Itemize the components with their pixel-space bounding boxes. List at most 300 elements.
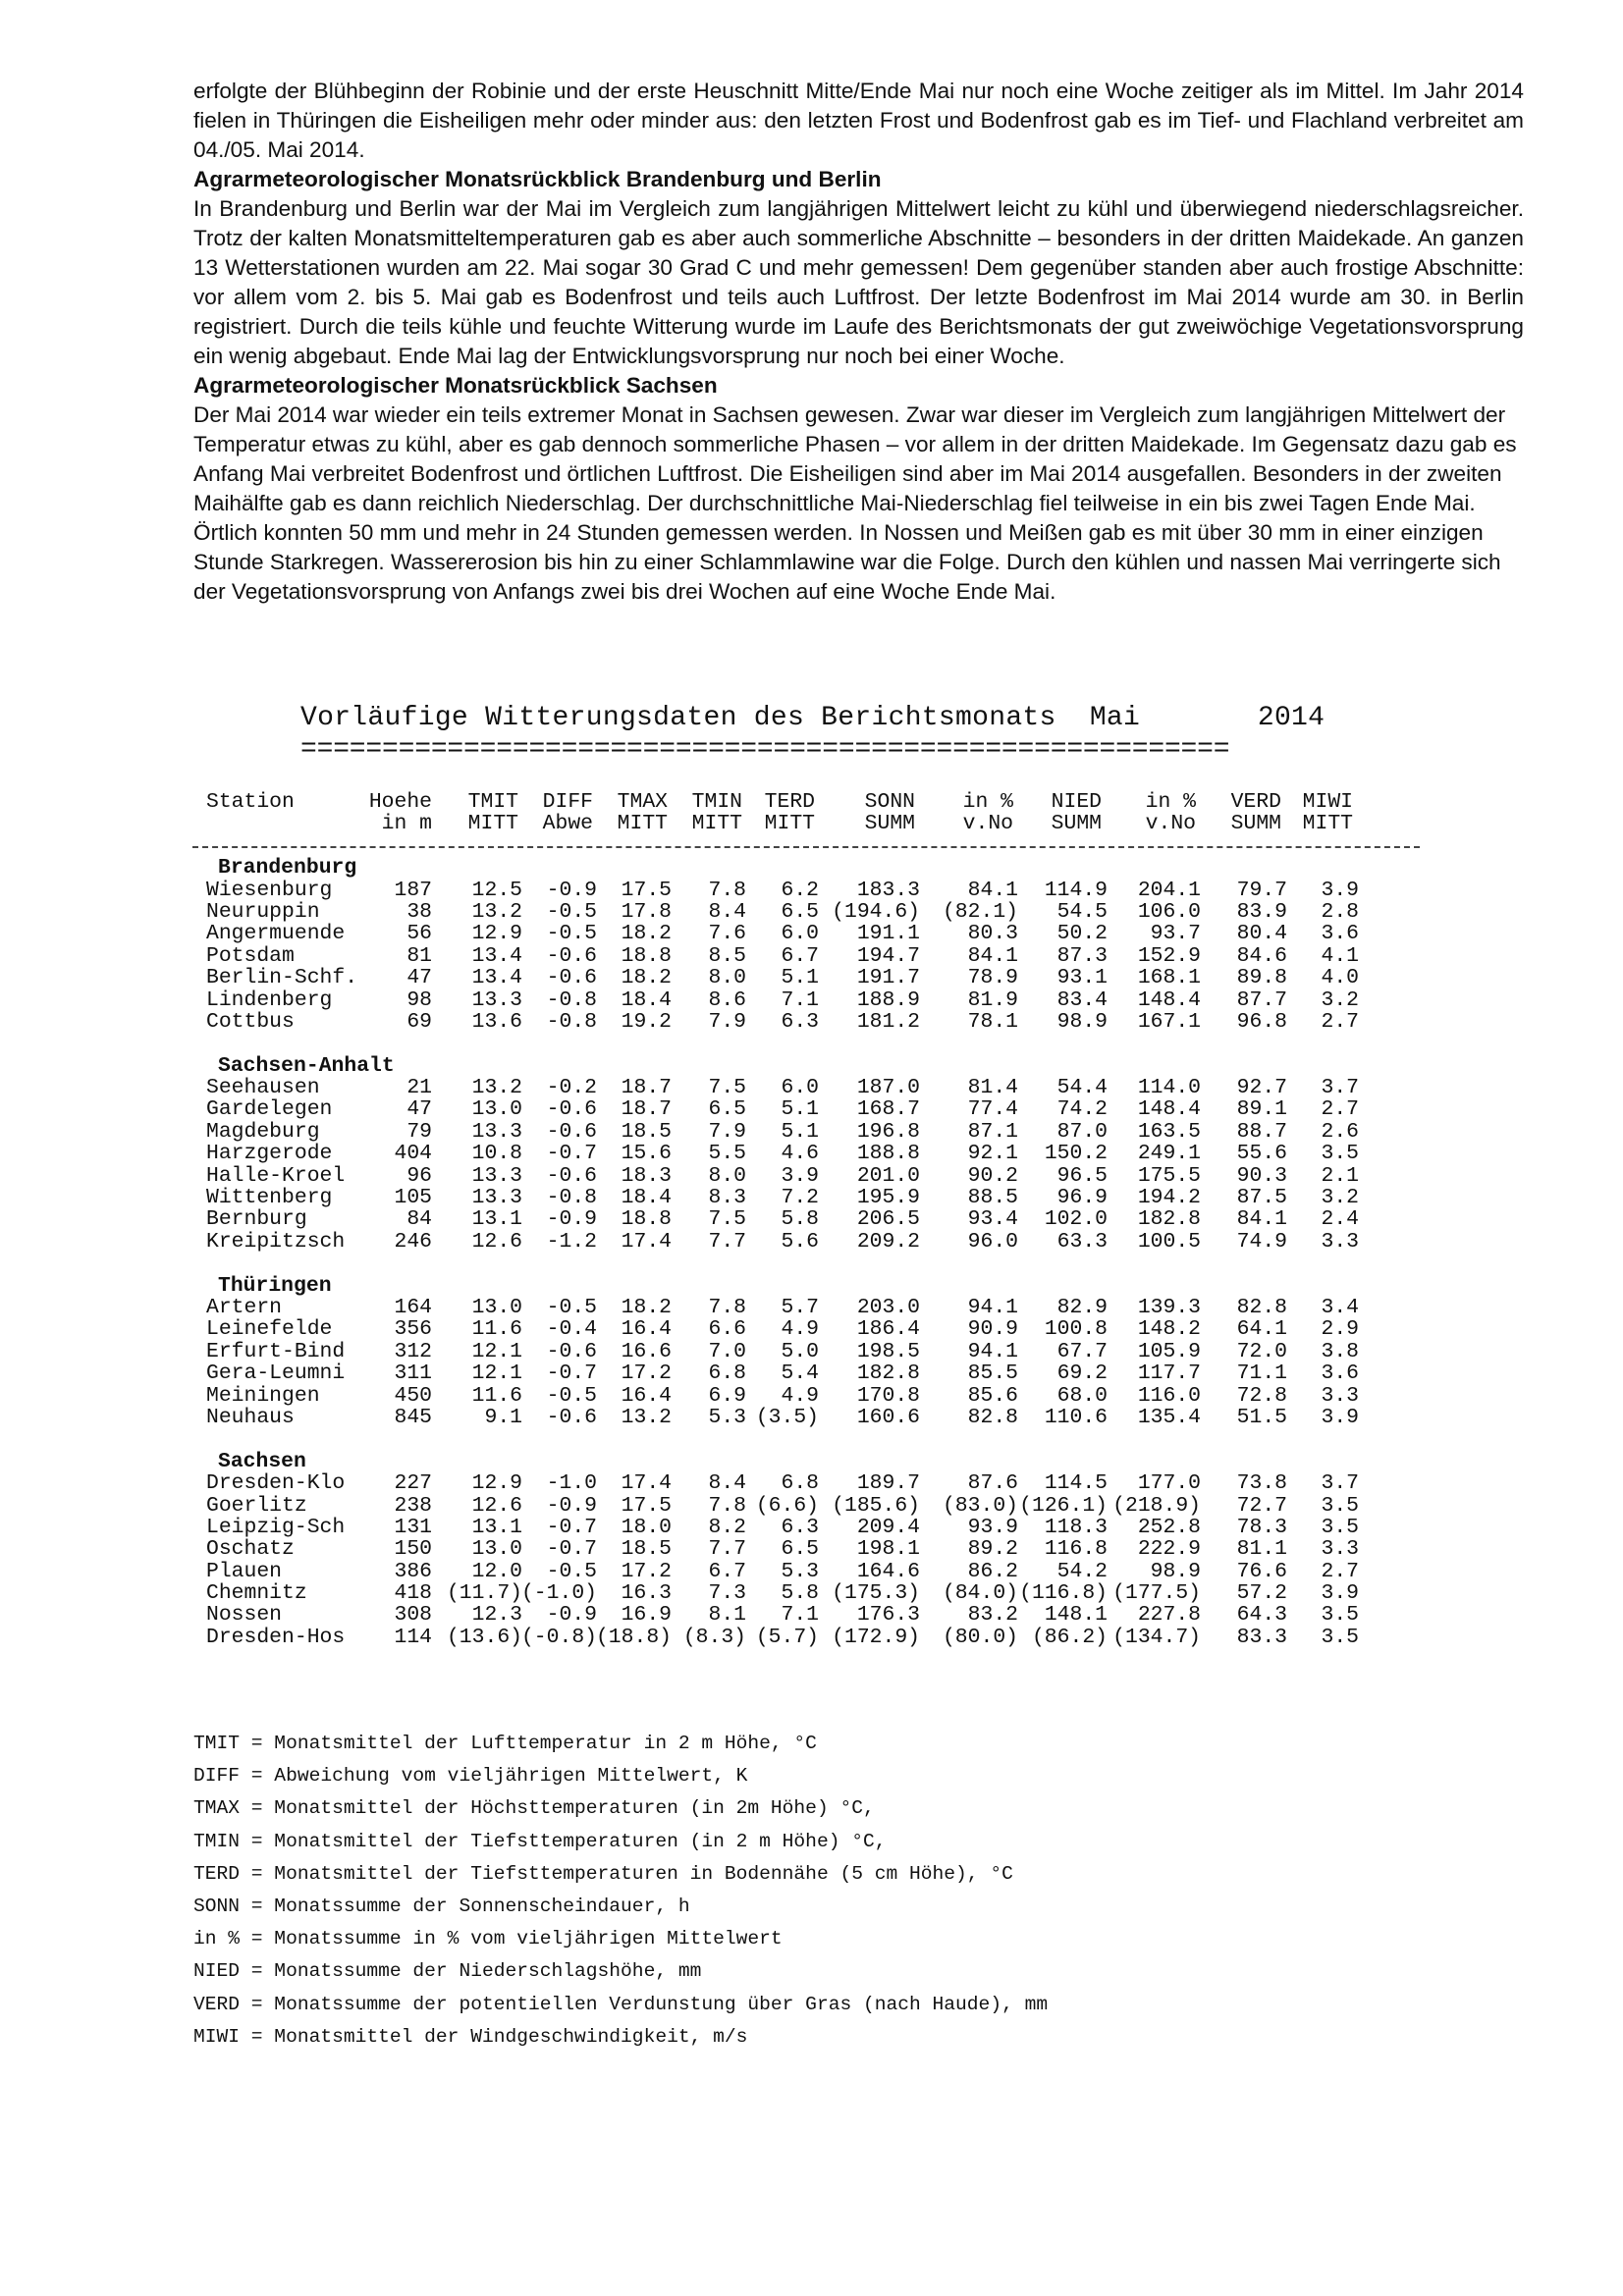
- value-cell: (126.1): [1019, 1493, 1108, 1518]
- value-cell: 252.8: [1137, 1515, 1201, 1539]
- value-cell: 89.2: [967, 1537, 1018, 1562]
- value-cell: 404: [394, 1142, 432, 1166]
- value-cell: 4.6: [781, 1142, 819, 1166]
- value-cell: 8.0: [708, 966, 746, 990]
- value-cell: SUMM: [1051, 812, 1102, 836]
- value-cell: 12.1: [471, 1362, 522, 1386]
- value-cell: 139.3: [1137, 1295, 1201, 1319]
- value-cell: 5.8: [781, 1207, 819, 1232]
- value-cell: 7.7: [708, 1229, 746, 1254]
- value-cell: 12.9: [471, 922, 522, 946]
- value-cell: 186.4: [856, 1317, 920, 1342]
- value-cell: 3.9: [1321, 1581, 1359, 1606]
- value-cell: 8.0: [708, 1163, 746, 1188]
- value-cell: 450: [394, 1383, 432, 1408]
- value-cell: (83.0): [942, 1493, 1018, 1518]
- value-cell: 84.1: [967, 878, 1018, 902]
- value-cell: 86.2: [967, 1559, 1018, 1583]
- value-cell: 38: [406, 899, 432, 924]
- value-cell: Hoehe: [368, 790, 432, 814]
- value-cell: 54.5: [1056, 899, 1108, 924]
- value-cell: 150: [394, 1537, 432, 1562]
- value-cell: 102.0: [1044, 1207, 1108, 1232]
- value-cell: 11.6: [471, 1317, 522, 1342]
- value-cell: 204.1: [1137, 878, 1201, 902]
- value-cell: 50.2: [1056, 922, 1108, 946]
- value-cell: 13.3: [471, 1119, 522, 1144]
- value-cell: TERD: [764, 790, 815, 814]
- paragraph-thueringen-end: erfolgte der Blühbeginn der Robinie und der erste Heuschnitt Mitte/Ende Mai nur noch eine Woche zeitiger als im Mittel. Im Jahr 2014 fielen in Thüringen die Eisheiligen mehr oder minder aus: den letzten Frost und Bodenfrost gab es im Tief- und Flachland verbreitet am 04./05. Mai 2014.: [193, 79, 1524, 162]
- value-cell: 191.1: [856, 922, 920, 946]
- value-cell: 12.3: [471, 1603, 522, 1628]
- value-cell: 13.3: [471, 1186, 522, 1210]
- value-cell: -0.7: [546, 1515, 597, 1539]
- value-cell: -0.6: [546, 1339, 597, 1363]
- value-cell: 163.5: [1137, 1119, 1201, 1144]
- value-cell: 84.1: [1236, 1207, 1287, 1232]
- value-cell: 3.5: [1321, 1142, 1359, 1166]
- value-cell: 68.0: [1056, 1383, 1108, 1408]
- value-cell: (84.0): [942, 1581, 1018, 1606]
- value-cell: 3.8: [1321, 1339, 1359, 1363]
- value-cell: (3.5): [755, 1405, 819, 1429]
- value-cell: 175.5: [1137, 1163, 1201, 1188]
- value-cell: 80.4: [1236, 922, 1287, 946]
- value-cell: 13.0: [471, 1295, 522, 1319]
- value-cell: 7.9: [708, 1009, 746, 1034]
- value-cell: 152.9: [1137, 943, 1201, 968]
- value-cell: 5.1: [781, 1097, 819, 1122]
- value-cell: 84.6: [1236, 943, 1287, 968]
- value-cell: 72.0: [1236, 1339, 1287, 1363]
- value-cell: 18.5: [621, 1119, 672, 1144]
- value-cell: 203.0: [856, 1295, 920, 1319]
- value-cell: 47: [406, 966, 432, 990]
- value-cell: 2.4: [1321, 1207, 1359, 1232]
- value-cell: 176.3: [856, 1603, 920, 1628]
- value-cell: 18.2: [621, 966, 672, 990]
- value-cell: 12.6: [471, 1229, 522, 1254]
- value-cell: 87.6: [967, 1471, 1018, 1496]
- value-cell: 5.4: [781, 1362, 819, 1386]
- value-cell: 356: [394, 1317, 432, 1342]
- value-cell: -0.5: [546, 922, 597, 946]
- value-cell: 187.0: [856, 1076, 920, 1100]
- value-cell: 311: [394, 1362, 432, 1386]
- value-cell: 8.3: [708, 1186, 746, 1210]
- station-cell: Artern: [206, 1295, 283, 1319]
- value-cell: SUMM: [864, 812, 915, 836]
- value-cell: 98.9: [1150, 1559, 1201, 1583]
- value-cell: 18.2: [621, 1295, 672, 1319]
- value-cell: 55.6: [1236, 1142, 1287, 1166]
- station-cell: Chemnitz: [206, 1581, 307, 1606]
- value-cell: 12.6: [471, 1493, 522, 1518]
- value-cell: 6.7: [708, 1559, 746, 1583]
- value-cell: 13.3: [471, 988, 522, 1012]
- value-cell: 6.2: [781, 878, 819, 902]
- value-cell: 54.2: [1056, 1559, 1108, 1583]
- value-cell: -0.8: [546, 988, 597, 1012]
- value-cell: 13.0: [471, 1097, 522, 1122]
- value-cell: 13.0: [471, 1537, 522, 1562]
- value-cell: 7.9: [708, 1119, 746, 1144]
- value-cell: 87.5: [1236, 1186, 1287, 1210]
- station-cell: Berlin-Schf.: [206, 966, 358, 990]
- value-cell: 18.4: [621, 988, 672, 1012]
- value-cell: 77.4: [967, 1097, 1018, 1122]
- value-cell: 83.3: [1236, 1625, 1287, 1649]
- value-cell: 114.0: [1137, 1076, 1201, 1100]
- value-cell: 845: [394, 1405, 432, 1429]
- value-cell: 93.4: [967, 1207, 1018, 1232]
- value-cell: 6.0: [781, 922, 819, 946]
- value-cell: 3.5: [1321, 1625, 1359, 1649]
- value-cell: 87.1: [967, 1119, 1018, 1144]
- value-cell: 181.2: [856, 1009, 920, 1034]
- value-cell: 54.4: [1056, 1076, 1108, 1100]
- value-cell: 168.7: [856, 1097, 920, 1122]
- value-cell: 116.8: [1044, 1537, 1108, 1562]
- value-cell: 94.1: [967, 1295, 1018, 1319]
- value-cell: -0.9: [546, 878, 597, 902]
- value-cell: 17.8: [621, 899, 672, 924]
- value-cell: 182.8: [1137, 1207, 1201, 1232]
- value-cell: 17.4: [621, 1471, 672, 1496]
- value-cell: 81.1: [1236, 1537, 1287, 1562]
- value-cell: 7.8: [708, 1295, 746, 1319]
- station-cell: Goerlitz: [206, 1493, 307, 1518]
- station-cell: Harzgerode: [206, 1142, 333, 1166]
- station-cell: Wiesenburg: [206, 878, 333, 902]
- value-cell: 7.7: [708, 1537, 746, 1562]
- value-cell: 94.1: [967, 1339, 1018, 1363]
- station-cell: Angermuende: [206, 922, 346, 946]
- value-cell: 88.7: [1236, 1119, 1287, 1144]
- value-cell: 81.9: [967, 988, 1018, 1012]
- value-cell: (18.8): [595, 1625, 672, 1649]
- value-cell: 105: [394, 1186, 432, 1210]
- value-cell: 148.1: [1044, 1603, 1108, 1628]
- value-cell: 4.9: [781, 1317, 819, 1342]
- value-cell: 100.5: [1137, 1229, 1201, 1254]
- value-cell: 6.3: [781, 1515, 819, 1539]
- value-cell: in m: [381, 812, 432, 836]
- value-cell: (177.5): [1112, 1581, 1201, 1606]
- value-cell: 7.8: [708, 1493, 746, 1518]
- value-cell: 13.6: [471, 1009, 522, 1034]
- value-cell: -0.6: [546, 1405, 597, 1429]
- value-cell: 201.0: [856, 1163, 920, 1188]
- value-cell: 5.1: [781, 1119, 819, 1144]
- value-cell: 164: [394, 1295, 432, 1319]
- value-cell: 2.9: [1321, 1317, 1359, 1342]
- value-cell: 3.9: [781, 1163, 819, 1188]
- value-cell: 7.0: [708, 1339, 746, 1363]
- value-cell: 5.7: [781, 1295, 819, 1319]
- paragraph-brandenburg-berlin: In Brandenburg und Berlin war der Mai im Vergleich zum langjährigen Mittelwert leicht zu kühl und überwiegend niederschlagsreicher. Trotz der kalten Monatsmitteltemperaturen gab es aber auch sommerliche Abschnitte – besonders in der dritten Maidekade. An ganzen 13 Wetterstationen wurden am 22. Mai sogar 30 Grad C und mehr gemessen! Dem gegenüber standen aber auch frostige Abschnitte: vor allem vom 2. bis 5. Mai gab es Bodenfrost und teils auch Luftfrost. Der letzte Bodenfrost im Mai 2014 wurde am 30. in Berlin registriert. Durch die teils kühle und feuchte Witterung wurde im Laufe des Berichtsmonats der gut zweiwöchige Vegetationsvorsprung ein wenig abgebaut. Ende Mai lag der Entwicklungsvorsprung nur noch bei einer Woche.: [193, 196, 1524, 368]
- value-cell: 13.2: [471, 899, 522, 924]
- value-cell: -0.2: [546, 1076, 597, 1100]
- value-cell: 74.2: [1056, 1097, 1108, 1122]
- value-cell: 114.5: [1044, 1471, 1108, 1496]
- value-cell: 13.4: [471, 966, 522, 990]
- value-cell: 18.3: [621, 1163, 672, 1188]
- value-cell: 69: [406, 1009, 432, 1034]
- value-cell: SUMM: [1230, 812, 1281, 836]
- value-cell: 3.6: [1321, 922, 1359, 946]
- region-name: Brandenburg: [218, 856, 357, 881]
- value-cell: 6.7: [781, 943, 819, 968]
- value-cell: -0.6: [546, 1119, 597, 1144]
- value-cell: 51.5: [1236, 1405, 1287, 1429]
- value-cell: 150.2: [1044, 1142, 1108, 1166]
- value-cell: in %: [1145, 790, 1196, 814]
- value-cell: 110.6: [1044, 1405, 1108, 1429]
- value-cell: 18.8: [621, 1207, 672, 1232]
- value-cell: in %: [962, 790, 1013, 814]
- value-cell: 19.2: [621, 1009, 672, 1034]
- value-cell: -0.9: [546, 1493, 597, 1518]
- value-cell: 170.8: [856, 1383, 920, 1408]
- value-cell: 3.3: [1321, 1383, 1359, 1408]
- table-title: Vorläufige Witterungsdaten des Berichtsmonats Mai 2014: [300, 703, 1325, 733]
- value-cell: 16.4: [621, 1317, 672, 1342]
- value-cell: 64.3: [1236, 1603, 1287, 1628]
- value-cell: MITT: [467, 812, 518, 836]
- region-name: Sachsen-Anhalt: [218, 1053, 395, 1078]
- value-cell: 8.4: [708, 899, 746, 924]
- value-cell: 78.1: [967, 1009, 1018, 1034]
- report-text: [193, 77, 1524, 607]
- value-cell: 63.3: [1056, 1229, 1108, 1254]
- value-cell: 17.5: [621, 1493, 672, 1518]
- value-cell: 195.9: [856, 1186, 920, 1210]
- legend-line: NIED = Monatssumme der Niederschlagshöhe, mm: [193, 1960, 702, 1983]
- value-cell: -0.4: [546, 1317, 597, 1342]
- value-cell: 2.1: [1321, 1163, 1359, 1188]
- value-cell: 87.3: [1056, 943, 1108, 968]
- value-cell: 81.4: [967, 1076, 1018, 1100]
- value-cell: 93.9: [967, 1515, 1018, 1539]
- value-cell: 13.2: [471, 1076, 522, 1100]
- value-cell: 198.5: [856, 1339, 920, 1363]
- value-cell: 6.5: [781, 1537, 819, 1562]
- legend-line: TERD = Monatsmittel der Tiefsttemperaturen in Bodennähe (5 cm Höhe), °C: [193, 1862, 1013, 1885]
- value-cell: 209.2: [856, 1229, 920, 1254]
- value-cell: 188.8: [856, 1142, 920, 1166]
- value-cell: 3.5: [1321, 1603, 1359, 1628]
- value-cell: 9.1: [484, 1405, 522, 1429]
- value-cell: 18.0: [621, 1515, 672, 1539]
- value-cell: -0.6: [546, 1163, 597, 1188]
- value-cell: 2.6: [1321, 1119, 1359, 1144]
- legend-line: DIFF = Abweichung vom vieljährigen Mittelwert, K: [193, 1765, 748, 1788]
- value-cell: 89.8: [1236, 966, 1287, 990]
- value-cell: 12.0: [471, 1559, 522, 1583]
- value-cell: 18.5: [621, 1537, 672, 1562]
- station-cell: Nossen: [206, 1603, 283, 1628]
- value-cell: 96.9: [1056, 1186, 1108, 1210]
- value-cell: 7.8: [708, 878, 746, 902]
- value-cell: 79: [406, 1119, 432, 1144]
- value-cell: 83.9: [1236, 899, 1287, 924]
- value-cell: 194.2: [1137, 1186, 1201, 1210]
- value-cell: 4.9: [781, 1383, 819, 1408]
- value-cell: 17.4: [621, 1229, 672, 1254]
- value-cell: 13.4: [471, 943, 522, 968]
- value-cell: 87.0: [1056, 1119, 1108, 1144]
- station-cell: Dresden-Hos: [206, 1625, 346, 1649]
- value-cell: 8.6: [708, 988, 746, 1012]
- value-cell: -0.9: [546, 1603, 597, 1628]
- value-cell: 167.1: [1137, 1009, 1201, 1034]
- value-cell: 90.9: [967, 1317, 1018, 1342]
- value-cell: 72.8: [1236, 1383, 1287, 1408]
- station-cell: Dresden-Klo: [206, 1471, 346, 1496]
- value-cell: 3.2: [1321, 988, 1359, 1012]
- value-cell: SONN: [864, 790, 915, 814]
- legend-line: TMIN = Monatsmittel der Tiefsttemperaturen (in 2 m Höhe) °C,: [193, 1830, 887, 1852]
- value-cell: 98: [406, 988, 432, 1012]
- value-cell: 18.7: [621, 1076, 672, 1100]
- value-cell: 11.6: [471, 1383, 522, 1408]
- value-cell: 148.4: [1137, 988, 1201, 1012]
- value-cell: 16.6: [621, 1339, 672, 1363]
- value-cell: 308: [394, 1603, 432, 1628]
- station-cell: Lindenberg: [206, 988, 333, 1012]
- value-cell: Abwe: [542, 812, 593, 836]
- value-cell: 7.1: [781, 988, 819, 1012]
- value-cell: 189.7: [856, 1471, 920, 1496]
- value-cell: 116.0: [1137, 1383, 1201, 1408]
- value-cell: 114.9: [1044, 878, 1108, 902]
- station-cell: Gardelegen: [206, 1097, 333, 1122]
- value-cell: 187: [394, 878, 432, 902]
- value-cell: 18.7: [621, 1097, 672, 1122]
- value-cell: 5.5: [708, 1142, 746, 1166]
- station-cell: Oschatz: [206, 1537, 295, 1562]
- value-cell: 98.9: [1056, 1009, 1108, 1034]
- abbreviation-legend: [193, 1728, 1048, 2054]
- value-cell: -1.2: [546, 1229, 597, 1254]
- value-cell: 227: [394, 1471, 432, 1496]
- value-cell: 72.7: [1236, 1493, 1287, 1518]
- value-cell: 160.6: [856, 1405, 920, 1429]
- value-cell: 2.8: [1321, 899, 1359, 924]
- value-cell: 386: [394, 1559, 432, 1583]
- value-cell: 7.1: [781, 1603, 819, 1628]
- value-cell: 106.0: [1137, 899, 1201, 924]
- value-cell: 3.7: [1321, 1076, 1359, 1100]
- value-cell: 7.5: [708, 1207, 746, 1232]
- value-cell: 249.1: [1137, 1142, 1201, 1166]
- value-cell: 84: [406, 1207, 432, 1232]
- value-cell: MITT: [691, 812, 742, 836]
- value-cell: 2.7: [1321, 1097, 1359, 1122]
- value-cell: 5.3: [781, 1559, 819, 1583]
- value-cell: 6.6: [708, 1317, 746, 1342]
- value-cell: 183.3: [856, 878, 920, 902]
- value-cell: (172.9): [832, 1625, 920, 1649]
- value-cell: 3.3: [1321, 1537, 1359, 1562]
- value-cell: 83.2: [967, 1603, 1018, 1628]
- station-cell: Erfurt-Bind: [206, 1339, 346, 1363]
- value-cell: (218.9): [1112, 1493, 1201, 1518]
- value-cell: 164.6: [856, 1559, 920, 1583]
- heading-brandenburg-berlin: Agrarmeteorologischer Monatsrückblick Brandenburg und Berlin: [193, 167, 882, 191]
- value-cell: 13.3: [471, 1163, 522, 1188]
- value-cell: 96.8: [1236, 1009, 1287, 1034]
- value-cell: 78.3: [1236, 1515, 1287, 1539]
- value-cell: 2.7: [1321, 1559, 1359, 1583]
- value-cell: 89.1: [1236, 1097, 1287, 1122]
- value-cell: MITT: [617, 812, 668, 836]
- value-cell: -0.7: [546, 1362, 597, 1386]
- value-cell: (86.2): [1031, 1625, 1108, 1649]
- value-cell: 3.7: [1321, 1471, 1359, 1496]
- value-cell: 182.8: [856, 1362, 920, 1386]
- paragraph-sachsen: Der Mai 2014 war wieder ein teils extremer Monat in Sachsen gewesen. Zwar war dieser im Vergleich zum langjährigen Mittelwert der Temperatur etwas zu kühl, aber es gab dennoch sommerliche Phasen – vor allem in der dritten Maidekade. Im Gegensatz dazu gab es Anfang Mai verbreitet Bodenfrost und örtlichen Luftfrost. Die Eisheiligen sind aber im Mai 2014 ausgefallen. Besonders in der zweiten Maihälfte gab es dann reichlich Niederschlag. Der durchschnittliche Mai-Niederschlag fiel teilweise in ein bis zwei Tagen Ende Mai. Örtlich konnten 50 mm und mehr in 24 Stunden gemessen werden. In Nossen und Meißen gab es mit über 30 mm in einer einzigen Stunde Starkregen. Wassererosion bis hin zu einer Schlammlawine war die Folge. Durch den kühlen und nassen Mai verringerte sich der Vegetationsvorsprung von Anfangs zwei bis drei Wochen auf eine Woche Ende Mai.: [193, 402, 1517, 604]
- value-cell: 196.8: [856, 1119, 920, 1144]
- value-cell: -0.5: [546, 1559, 597, 1583]
- value-cell: (175.3): [832, 1581, 920, 1606]
- value-cell: 6.8: [708, 1362, 746, 1386]
- legend-line: TMAX = Monatsmittel der Höchsttemperaturen (in 2m Höhe) °C,: [193, 1797, 875, 1820]
- value-cell: (6.6): [755, 1493, 819, 1518]
- value-cell: 82.9: [1056, 1295, 1108, 1319]
- value-cell: 21: [406, 1076, 432, 1100]
- value-cell: 17.2: [621, 1362, 672, 1386]
- value-cell: v.No: [1145, 812, 1196, 836]
- value-cell: 13.1: [471, 1515, 522, 1539]
- value-cell: 117.7: [1137, 1362, 1201, 1386]
- value-cell: 5.0: [781, 1339, 819, 1363]
- value-cell: -0.5: [546, 899, 597, 924]
- value-cell: (134.7): [1112, 1625, 1201, 1649]
- station-cell: Magdeburg: [206, 1119, 320, 1144]
- value-cell: 88.5: [967, 1186, 1018, 1210]
- value-cell: 93.1: [1056, 966, 1108, 990]
- value-cell: 7.5: [708, 1076, 746, 1100]
- station-cell: Neuhaus: [206, 1405, 295, 1429]
- value-cell: 18.8: [621, 943, 672, 968]
- value-cell: 16.4: [621, 1383, 672, 1408]
- value-cell: 7.6: [708, 922, 746, 946]
- value-cell: TMIN: [691, 790, 742, 814]
- value-cell: 3.9: [1321, 878, 1359, 902]
- value-cell: MITT: [764, 812, 815, 836]
- value-cell: 12.1: [471, 1339, 522, 1363]
- value-cell: 12.9: [471, 1471, 522, 1496]
- station-cell: Wittenberg: [206, 1186, 333, 1210]
- value-cell: (194.6): [832, 899, 920, 924]
- value-cell: 69.2: [1056, 1362, 1108, 1386]
- value-cell: 3.4: [1321, 1295, 1359, 1319]
- station-cell: Cottbus: [206, 1009, 295, 1034]
- value-cell: -0.6: [546, 1097, 597, 1122]
- value-cell: 8.1: [708, 1603, 746, 1628]
- station-cell: Neuruppin: [206, 899, 320, 924]
- station-cell: Kreipitzsch: [206, 1229, 346, 1254]
- value-cell: 7.2: [781, 1186, 819, 1210]
- value-cell: -0.5: [546, 1383, 597, 1408]
- value-cell: 8.5: [708, 943, 746, 968]
- legend-line: VERD = Monatssumme der potentiellen Verdunstung über Gras (nach Haude), mm: [193, 1993, 1049, 2015]
- value-cell: 206.5: [856, 1207, 920, 1232]
- value-cell: 57.2: [1236, 1581, 1287, 1606]
- value-cell: 85.5: [967, 1362, 1018, 1386]
